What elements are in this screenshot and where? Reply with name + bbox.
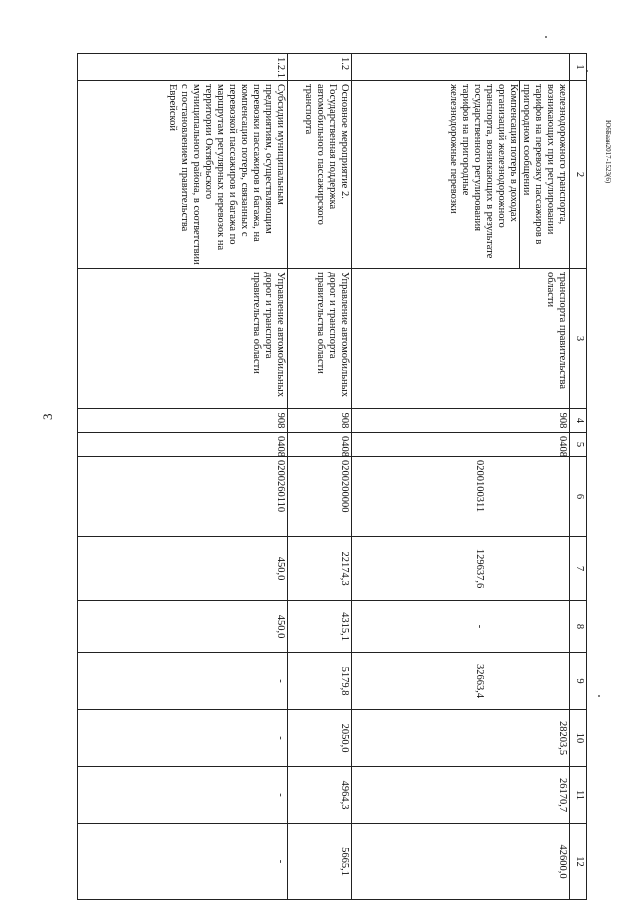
- grbs-code: 908: [352, 409, 570, 433]
- row-number: 1.2.1: [78, 54, 288, 81]
- section-code: 0408: [78, 433, 288, 457]
- year-2015-amount: 450,0: [78, 601, 288, 653]
- page-number: 3: [40, 413, 55, 420]
- target-article-code: 0200260110: [78, 457, 288, 537]
- section-code: 0408: [288, 433, 352, 457]
- column-header-2: 2: [570, 81, 587, 269]
- column-header-11: 11: [570, 767, 587, 824]
- responsible-executor: транспорта правительства области: [352, 269, 570, 409]
- column-header-1: 1: [570, 54, 587, 81]
- column-header-12: 12: [570, 824, 587, 900]
- column-header-9: 9: [570, 653, 587, 710]
- column-header-7: 7: [570, 537, 587, 601]
- scan-speck: [545, 36, 547, 38]
- target-article-code: 0200200000: [288, 457, 352, 537]
- year-2018-amount: -: [78, 767, 288, 824]
- event-name: [352, 81, 570, 269]
- table-row: [78, 54, 288, 900]
- column-header-3: 3: [570, 269, 587, 409]
- event-name-compensation: Компенсация потерь в доходах организаций железнодорожного транспорта, возникающих в результате государственного регулирования тарифов на пригородные железнодорожные перевозки: [447, 81, 520, 268]
- grbs-code: 908: [78, 409, 288, 433]
- program-table: [77, 53, 587, 900]
- event-name: Субсидии муниципальным предприятиям, осуществляющим перевозки пассажиров и багажа, на компенсацию потерь, связанных с перевозкой пассажиров и багажа по маршрутам регулярных перевозок на территории Октябрьского муниципального района, в соответствии с постановлением правительства Еврейской: [78, 81, 288, 269]
- responsible-executor: Управление автомобильных дорог и транспорта правительства области: [288, 269, 352, 409]
- year-2015-amount: -: [352, 601, 570, 653]
- year-2019-amount: 42600,0: [352, 824, 570, 900]
- event-name: Основное мероприятие 2. Государственная поддержка автомобильного пассажирского транспорта: [288, 81, 352, 269]
- grbs-code: 908: [288, 409, 352, 433]
- total-amount: 129637,6: [352, 537, 570, 601]
- document-id: Ю6Баан2017-1523(6): [604, 120, 612, 184]
- responsible-executor: Управление автомобильных дорог и транспорта правительства области: [78, 269, 288, 409]
- program-table-wrapper: [70, 53, 587, 899]
- section-code: 0408: [352, 433, 570, 457]
- header-row: [570, 54, 587, 900]
- year-2018-amount: 4964,3: [288, 767, 352, 824]
- year-2015-amount: 4315,1: [288, 601, 352, 653]
- column-header-8: 8: [570, 601, 587, 653]
- column-header-10: 10: [570, 710, 587, 767]
- column-header-4: 4: [570, 409, 587, 433]
- target-article-code: 0200100311: [352, 457, 570, 537]
- row-number: [352, 54, 570, 81]
- year-2016-amount: -: [78, 653, 288, 710]
- total-amount: 22174,3: [288, 537, 352, 601]
- row-number: 1.2: [288, 54, 352, 81]
- year-2017-amount: -: [78, 710, 288, 767]
- column-header-5: 5: [570, 433, 587, 457]
- table-row: [288, 54, 352, 900]
- year-2016-amount: 32663,4: [352, 653, 570, 710]
- year-2018-amount: 26170,7: [352, 767, 570, 824]
- total-amount: 450,0: [78, 537, 288, 601]
- year-2016-amount: 5179,8: [288, 653, 352, 710]
- year-2019-amount: -: [78, 824, 288, 900]
- table-row: [352, 54, 570, 900]
- year-2017-amount: 28203,5: [352, 710, 570, 767]
- scan-speck: [598, 695, 600, 697]
- year-2019-amount: 5665,1: [288, 824, 352, 900]
- event-name-continued: железнодорожного транспорта, возникающих при регулировании тарифов на перевозку пассажиров в пригородном сообщении: [521, 84, 568, 245]
- column-header-6: 6: [570, 457, 587, 537]
- year-2017-amount: 2050,0: [288, 710, 352, 767]
